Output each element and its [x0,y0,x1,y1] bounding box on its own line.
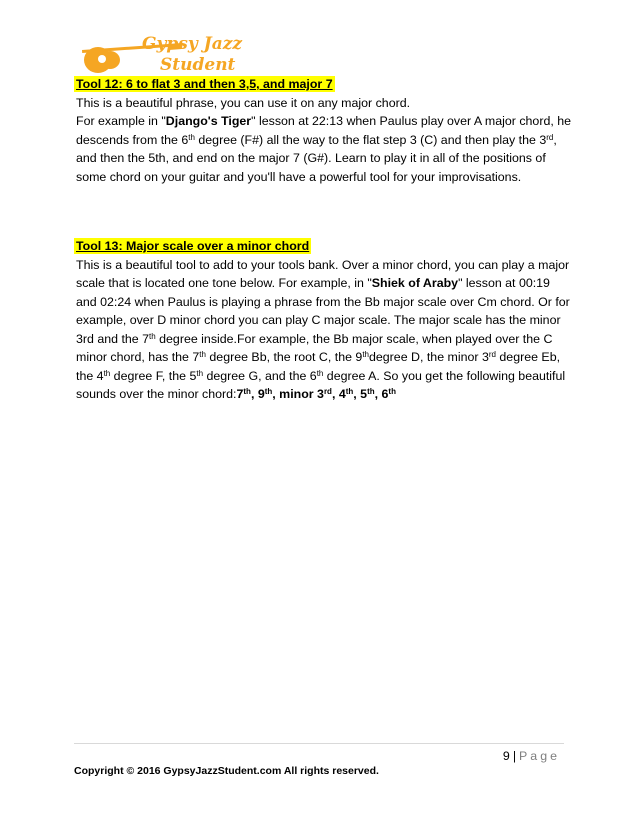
logo-line2: Student [160,55,236,75]
tool-12-body: For example in "Django's Tiger" lesson at 22:13 when Paulus play over A major chord, he descends from the 6th degree (F#) all the way to the flat step 3 (C) and then play the 3rd, and then the 5th, and end on the major 7 (G#). Learn to play it in all of the positions of some chord on your guitar and you'll have a powerful tool for your improvisations. [76,114,572,184]
tool-13-heading: Tool 13: Major scale over a minor chord [76,239,310,253]
copyright-notice: Copyright © 2016 GypsyJazzStudent.com All rights reserved. [74,765,379,777]
tool-13-section [74,237,574,404]
logo-line1: Gypsy Jazz [142,34,243,54]
footer-divider [74,743,564,744]
tool-12-intro: This is a beautiful phrase, you can use it on any major chord. [76,95,411,110]
page-separator: | [512,749,517,763]
tool-12-section [74,75,574,186]
page-word: Page [519,749,560,763]
tool-12-heading: Tool 12: 6 to flat 3 and then 3,5, and major 7 [76,77,333,91]
tool-13-body: This is a beautiful tool to add to your tools bank. Over a minor chord, you can play a major scale that is located one tone below. For example, in "Shiek of Araby" lesson at 00:19 and 02:24 when Paulus is playing a phrase from the Bb major scale over Cm chord. Or for example, over D minor chord you can play C major scale. The major scale has the minor 3rd and the 7th degree inside.For example, the Bb major scale, when played over the C minor chord, has the 7th degree Bb, the root C, the 9thdegree D, the minor 3rd degree Eb, the 4th degree F, the 5th degree G, and the 6th degree A. So you get the following beautiful sounds over the minor chord:7th, 9th, minor 3rd, 4th, 5th, 6th [76,257,570,401]
gypsy-jazz-student-logo [80,30,260,76]
page-number [503,749,560,763]
page-number-value: 9 [502,749,510,763]
